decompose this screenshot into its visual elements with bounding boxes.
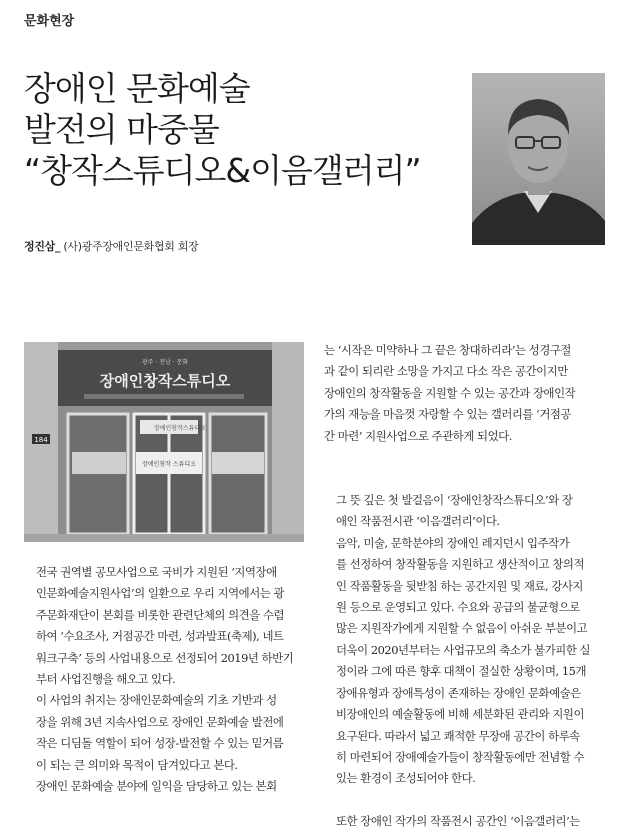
- paragraph: [324, 533, 607, 790]
- studio-photo: [24, 342, 304, 542]
- text-line: 작은 디딤돌 역할이 되어 성장-발전할 수 있는 밑거름: [36, 736, 284, 751]
- text-line: 장애유형과 장애특성이 존재하는 장애인 문화예술은: [336, 685, 581, 700]
- text-line: 비장애인의 예술활동에 비해 세분화된 관리와 지원이: [336, 707, 585, 722]
- text-line: 많은 지원작가에게 지원할 수 없음이 아쉬운 부분이고: [336, 621, 588, 636]
- text-line: 정이라 그에 따른 향후 대책이 절실한 상황이며, 15개: [336, 664, 587, 679]
- text-line: 간 마련’ 지원사업으로 주관하게 되었다.: [324, 428, 512, 443]
- text-line: 음악, 미술, 문학분야의 장애인 레지던시 입주작가: [336, 535, 570, 550]
- paragraph: [324, 490, 607, 533]
- text-line: 장애인 문화예술 분야에 일익을 담당하고 있는 본회: [36, 779, 277, 794]
- text-line: 요구된다. 따라서 넓고 쾌적한 무장애 공간이 하루속: [336, 728, 580, 743]
- paragraph: [24, 776, 307, 797]
- text-line: 가의 재능을 마음껏 자랑할 수 있는 갤러리를 ‘거점공: [324, 407, 571, 422]
- building-number: 184: [34, 436, 48, 444]
- window-text: 장애인창작 스튜디오: [141, 461, 197, 468]
- text-line: 이 사업의 취지는 장애인문화예술의 기초 기반과 성: [36, 693, 277, 708]
- text-line: 이 되는 큰 의미와 목적이 담겨있다고 본다.: [36, 757, 238, 772]
- paragraph-continued: [324, 340, 607, 447]
- text-line: 인문화예술지원사업’의 일환으로 우리 지역에서는 광: [36, 586, 285, 601]
- sign-title-text: 장애인창작스튜디오: [99, 372, 231, 390]
- text-line: 하여 ‘수요조사, 거점공간 마련, 성과발표(축제), 네트: [36, 629, 284, 644]
- text-line: 전국 권역별 공모사업으로 국비가 지원된 ‘지역장애: [36, 565, 277, 579]
- right-column: [324, 340, 607, 832]
- paragraph: [24, 690, 307, 776]
- text-line: 있는 환경이 조성되어야 한다.: [336, 771, 476, 786]
- door-text: 장애인창작스튜디오: [153, 425, 207, 432]
- text-line: 과 같이 되리란 소망을 가지고 다소 작은 공간이지만: [324, 364, 568, 379]
- author-portrait: [472, 73, 605, 245]
- section-label: 문화현장: [24, 14, 75, 29]
- text-line: 를 선정하여 창작활동을 지원하고 생산적이고 창의적: [336, 557, 585, 572]
- text-line: 애인 작품전시관 ‘이음갤러리’이다.: [336, 514, 500, 529]
- text-line: 더욱이 2020년부터는 사업규모의 축소가 불가피한 실: [336, 642, 591, 657]
- text-line: 원 등으로 운영되고 있다. 수요와 공급의 불균형으로: [336, 600, 580, 615]
- text-line: 부터 사업진행을 해오고 있다.: [36, 672, 176, 687]
- left-column: [24, 562, 307, 797]
- text-line: 주문화재단이 본회를 비롯한 관련단체의 의견을 수렴: [36, 607, 285, 622]
- paragraph: [324, 811, 607, 832]
- text-line: 장을 위해 3년 지속사업으로 장애인 문화예술 발전에: [36, 714, 284, 729]
- title-line: 장애인 문화예술: [24, 69, 250, 108]
- text-line: 또한 장애인 작가의 작품전시 공간인 ‘이음갤러리’는: [336, 813, 580, 828]
- text-line: 인 작품활동을 뒷받침 하는 공간지원 및 재료, 강사지: [336, 578, 583, 593]
- title-line: “창작스튜디오&이음갤러리”: [24, 151, 421, 190]
- byline: [24, 238, 198, 254]
- sign-top-text: 광주 · 전남 · 문화: [141, 359, 189, 366]
- text-line: 그 뜻 깊은 첫 발걸음이 ‘장애인창작스튜디오’와 장: [336, 493, 573, 508]
- text-line: 는 ‘시작은 미약하나 그 끝은 창대하리라’는 성경구절: [324, 343, 571, 357]
- text-line: 워크구축’ 등의 사업내용으로 선정되어 2019년 하반기: [36, 650, 294, 665]
- paragraph: [24, 562, 307, 690]
- author-name: 정진삼_: [24, 240, 61, 253]
- title-line: 발전의 마중물: [24, 110, 219, 149]
- author-affiliation: (사)광주장애인문화협회 회장: [63, 240, 199, 253]
- text-line: 장애인의 창작활동을 지원할 수 있는 공간과 장애인작: [324, 385, 576, 400]
- text-line: 히 마련되어 장애예술가들이 창작활동에만 전념할 수: [336, 749, 585, 764]
- article-title: [24, 68, 454, 191]
